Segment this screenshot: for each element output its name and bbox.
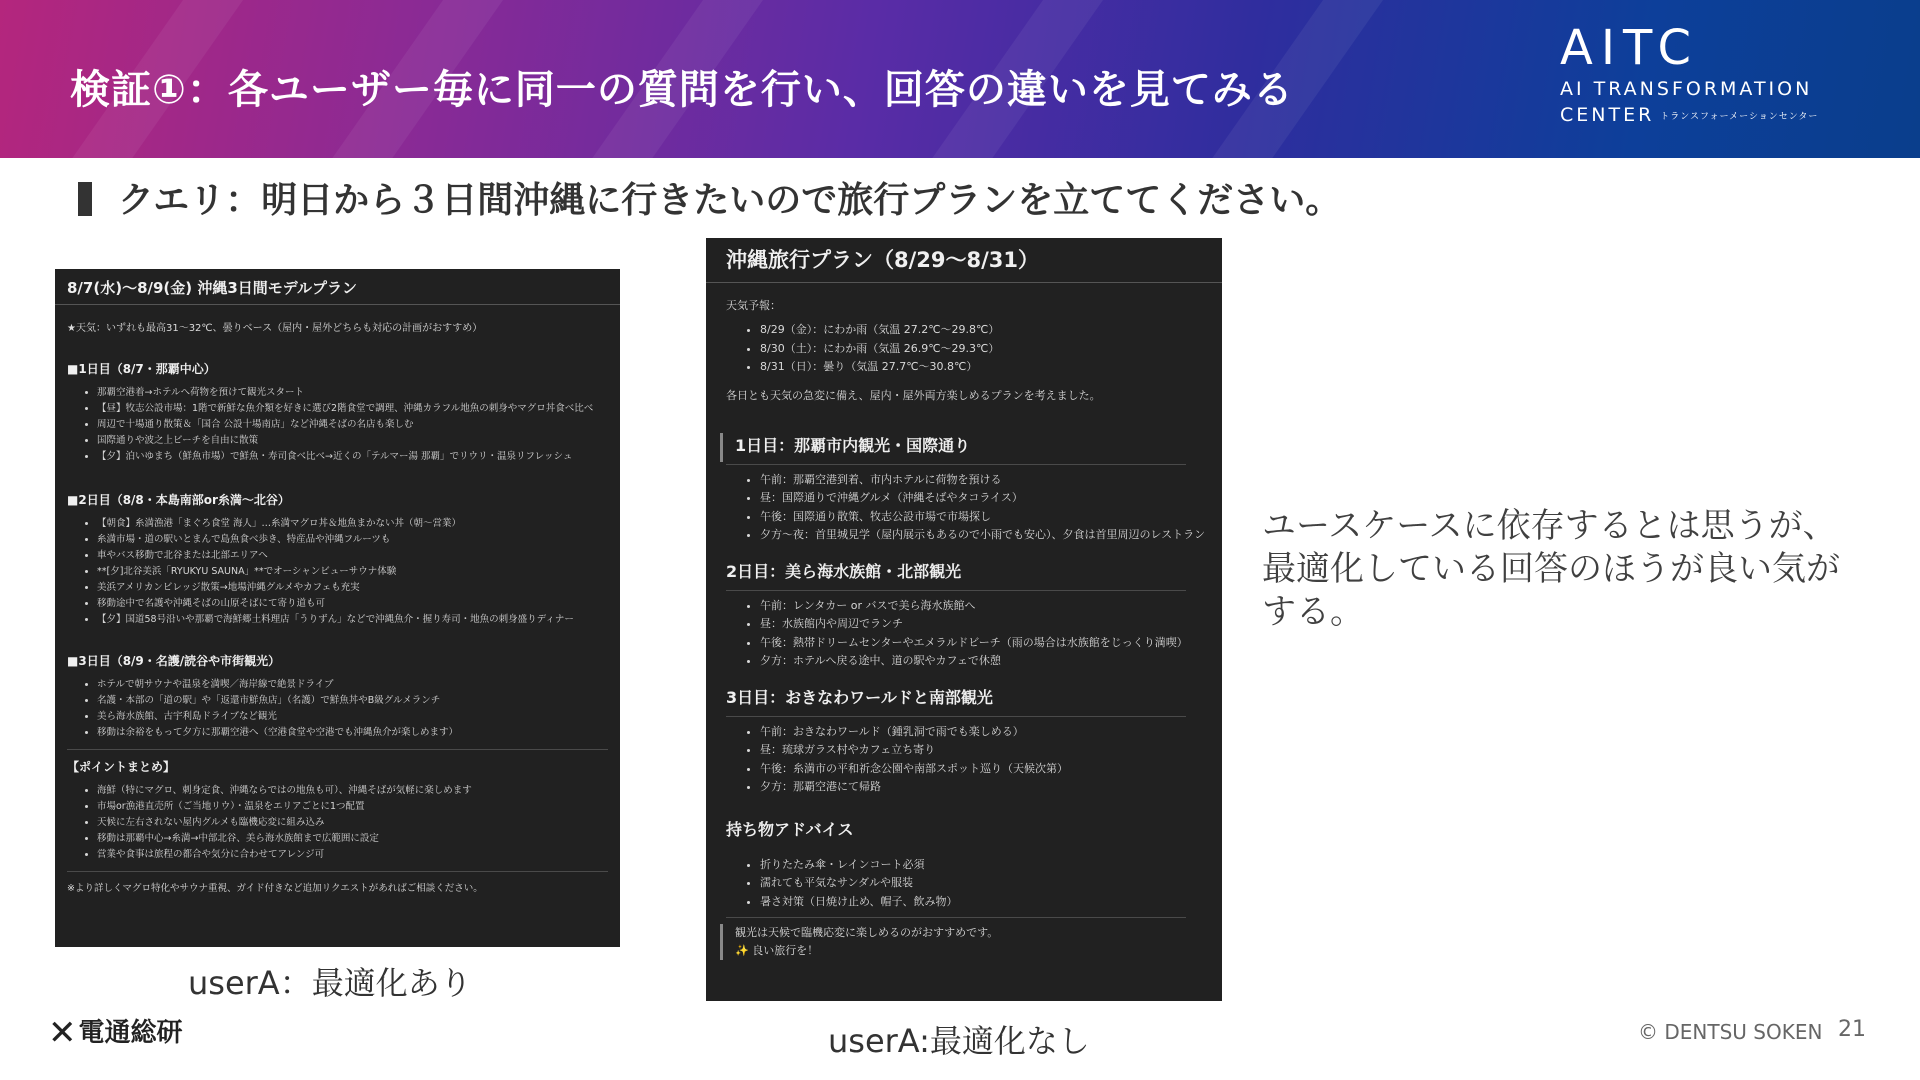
list-item: • 周辺で十場通り散策＆「国合 公設十場南店」など沖縄そばの名店も楽しむ (97, 417, 620, 433)
dentsu-soken-logo: ✕電通総研 (48, 1013, 183, 1053)
panelA-title: 8/7(水)〜8/9(金) 沖縄3日間モデルプラン (55, 269, 620, 305)
list-item: • 那覇空港着→ホテルへ荷物を預けて観光スタート (97, 385, 620, 401)
list-item: • 糸満市場・道の駅いとまんで島魚食べ歩き、特産品や沖縄フルーツも (97, 532, 620, 548)
list-item: • 天候に左右されない屋内グルメも臨機応変に組み込み (97, 815, 620, 831)
bullet-bar (78, 182, 92, 216)
panelA-day3-heading: ■3日目（8/9・名護/読谷や市街観光） (67, 654, 281, 668)
list-item: • 夕方：ホテルへ戻る途中、道の駅やカフェで休憩 (760, 652, 1222, 671)
page-number: 21 (1838, 1017, 1866, 1042)
divider (726, 464, 1186, 465)
slide-title: 検証①：各ユーザー毎に同一の質問を行い、回答の違いを見てみる (70, 67, 1294, 113)
panelB-day3-list (706, 723, 1222, 797)
list-item: • 国際通りや波之上ビーチを自由に散策 (97, 433, 620, 449)
panelB-closing-line1: 観光は天候で臨機応変に楽しめるのがおすすめです。 (735, 926, 999, 939)
list-item: • 8/31（日）：曇り（気温 27.7℃〜30.8℃） (760, 358, 1222, 377)
list-item: • 【昼】牧志公設市場：1階で新鮮な魚介類を好きに選び2階食堂で調理、沖縄カラフル地魚の刺身やマグロ丼食べ比べ (97, 401, 620, 417)
list-item: • 移動途中で名護や沖縄そばの山原そばにて寄り道も可 (97, 596, 620, 612)
list-item: • 夕方：那覇空港にて帰路 (760, 778, 1222, 797)
list-item: • 美ら海水族館、古宇利島ドライブなど観光 (97, 709, 620, 725)
logo-sub-text-2: CENTER トランスフォーメーションセンター (1560, 104, 1819, 126)
panelA-day1-list (55, 385, 620, 465)
list-item: • 午後：熱帯ドリームセンターやエメラルドビーチ（雨の場合は水族館をじっくり満喫） (760, 634, 1222, 653)
list-item: • 午前：おきなわワールド（鍾乳洞で雨でも楽しめる） (760, 723, 1222, 742)
panelB-weather-label: 天気予報： (726, 299, 781, 312)
panelB-day2-list (706, 597, 1222, 671)
list-item: • 午後：国際通り散策、牧志公設市場で市場探し (760, 508, 1222, 527)
panelB-day1-list (706, 471, 1222, 545)
divider (726, 917, 1186, 918)
caption-userA-optimized: userA：最適化あり (188, 964, 472, 1002)
list-item: • **[夕]北谷美浜「RYUKYU SAUNA」**でオーシャンビューサウナ体験 (97, 564, 620, 580)
list-item: • 午前：那覇空港到着、市内ホテルに荷物を預ける (760, 471, 1222, 490)
x-mark-icon: ✕ (48, 1013, 77, 1053)
screenshot-userA-unoptimized (706, 238, 1222, 1001)
list-item: • 美浜アメリカンビレッジ散策→地場沖縄グルメやカフェも充実 (97, 580, 620, 596)
divider (67, 749, 608, 750)
panelA-points-list (55, 783, 620, 863)
list-item: • ホテルで朝サウナや温泉を満喫／海岸線で絶景ドライブ (97, 677, 620, 693)
divider (67, 871, 608, 872)
panelA-day1-heading: ■1日目（8/7・那覇中心） (67, 362, 216, 376)
panelB-title: 沖縄旅行プラン（8/29〜8/31） (706, 238, 1222, 283)
logo-sub-text: AI TRANSFORMATION (1560, 78, 1813, 100)
divider (726, 590, 1186, 591)
list-item: • 移動は那覇中心→糸満→中部北谷、美ら海水族館まで広範囲に設定 (97, 831, 620, 847)
list-item: • 午前：レンタカー or バスで美ら海水族館へ (760, 597, 1222, 616)
list-item: • 【夕】国道58号沿いや那覇で海鮮郷土料理店「うりずん」などで沖縄魚介・握り寿司・地魚の刺身盛りディナー (97, 612, 620, 628)
panelB-belongings-list (706, 856, 1222, 912)
panelB-closing (720, 924, 1222, 960)
list-item: • 折りたたみ傘・レインコート必須 (760, 856, 1222, 875)
list-item: • 移動は余裕をもって夕方に那覇空港へ（空港食堂や空港でも沖縄魚介が楽しめます） (97, 725, 620, 741)
list-item: • 濡れても平気なサンダルや服装 (760, 874, 1222, 893)
list-item: • 夕方〜夜：首里城見学（屋内展示もあるので小雨でも安心）、夕食は首里周辺のレストラン (760, 526, 1222, 545)
list-item: • 【朝食】糸満漁港「まぐろ食堂 海人」…糸満マグロ丼＆地魚まかない丼（朝〜営業） (97, 516, 620, 532)
panelA-weather: ★天気：いずれも最高31〜32℃、曇りベース（屋内・屋外どちらも対応の計画がおすすめ） (67, 323, 483, 334)
panelB-day1 (720, 433, 1222, 462)
comment-text: ユースケースに依存するとは思うが、最適化している回答のほうが良い気がする。 (1262, 506, 1840, 632)
panelA-footer-note: ※より詳しくマグロ特化やサウナ重視、ガイド付きなど追加リクエストがあればご相談ください。 (67, 883, 483, 894)
list-item: • 車やバス移動で北谷または北部エリアへ (97, 548, 620, 564)
screenshot-userA-optimized (55, 269, 620, 947)
header-banner (0, 0, 1920, 158)
list-item: • 営業や食事は旅程の都合や気分に合わせてアレンジ可 (97, 847, 620, 863)
list-item: • 海鮮（特にマグロ、刺身定食、沖縄ならではの地魚も可）、沖縄そばが気軽に楽しめます (97, 783, 620, 799)
copyright: © DENTSU SOKEN (1638, 1020, 1823, 1044)
logo-main-text: AITC (1560, 20, 1700, 76)
list-item: • 暑さ対策（日焼け止め、帽子、飲み物） (760, 893, 1222, 912)
panelB-closing-line2: ✨ 良い旅行を！ (735, 944, 819, 957)
panelA-day2-list (55, 516, 620, 628)
logo-sub-kana: トランスフォーメーションセンター (1660, 112, 1819, 122)
list-item: • 8/29（金）：にわか雨（気温 27.2℃〜29.8℃） (760, 321, 1222, 340)
panelA-points-heading: 【ポイントまとめ】 (67, 760, 176, 774)
caption-userA-unoptimized: userA:最適化なし (828, 1022, 1090, 1060)
list-item: • 8/30（土）：にわか雨（気温 26.9℃〜29.3℃） (760, 340, 1222, 359)
list-item: • 昼：国際通りで沖縄グルメ（沖縄そばやタコライス） (760, 489, 1222, 508)
panelB-day1-heading: 1日目：那覇市内観光・国際通り (735, 435, 971, 455)
panelB-day2-heading: 2日目：美ら海水族館・北部観光 (726, 561, 962, 581)
panelB-belongings-heading: 持ち物アドバイス (726, 819, 854, 839)
list-item: • 名護・本部の「道の駅」や「返還市鮮魚店」（名護）で鮮魚丼やB級グルメランチ (97, 693, 620, 709)
divider (726, 716, 1186, 717)
list-item: • 昼：水族館内や周辺でランチ (760, 615, 1222, 634)
list-item: • 午後：糸満市の平和祈念公園や南部スポット巡り（天候次第） (760, 760, 1222, 779)
query-text: クエリ：明日から３日間沖縄に行きたいので旅行プランを立ててください。 (78, 172, 1341, 223)
list-item: • 【夕】泊いゆまち（鮮魚市場）で鮮魚・寿司食べ比べ→近くの「テルマー湯 那覇」でリウリ・温泉リフレッシュ (97, 449, 620, 465)
panelA-day3-list (55, 677, 620, 741)
panelB-day3-heading: 3日目：おきなわワールドと南部観光 (726, 687, 993, 707)
list-item: • 昼：琉球ガラス村やカフェ立ち寄り (760, 741, 1222, 760)
panelB-weather-note: 各日とも天気の急変に備え、屋内・屋外両方楽しめるプランを考えました。 (726, 388, 1101, 402)
list-item: • 市場or漁港直売所（ご当地リウ）・温泉をエリアごとに1つ配置 (97, 799, 620, 815)
aitc-logo (1560, 22, 1818, 126)
panelA-day2-heading: ■2日目（8/8・本島南部or糸満〜北谷） (67, 493, 290, 507)
panelB-weather-list (706, 321, 1222, 377)
